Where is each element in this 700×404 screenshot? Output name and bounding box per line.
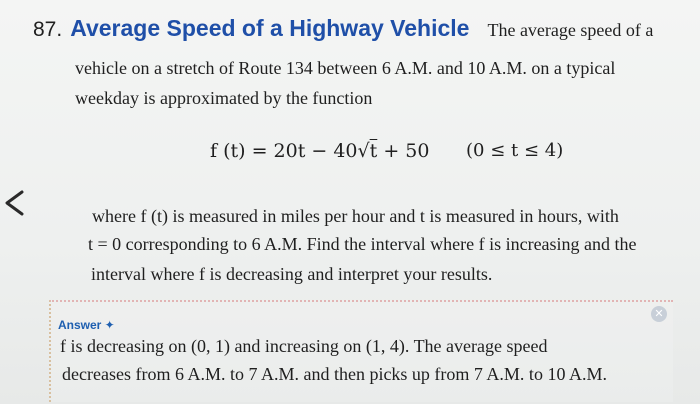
problem-intro-line-2: vehicle on a stretch of Route 134 between 6 A.M. and 10 A.M. on a typical <box>75 58 616 78</box>
answer-line-1: f is decreasing on (0, 1) and increasing on (1, 4). The average speed <box>60 336 548 356</box>
function-domain: (0 ≤ t ≤ 4) <box>466 140 564 161</box>
problem-number: 87. <box>33 18 63 41</box>
close-icon[interactable]: ✕ <box>651 306 667 322</box>
problem-title: Average Speed of a Highway Vehicle <box>70 15 470 41</box>
problem-body-line-3: interval where f is decreasing and interpret your results. <box>91 264 493 284</box>
answer-toggle[interactable]: Answer ✦ <box>58 318 115 332</box>
problem-header <box>33 15 693 42</box>
problem-body-line-2: t = 0 corresponding to 6 A.M. Find the interval where f is increasing and the <box>88 234 637 254</box>
back-arrow-icon[interactable] <box>2 188 28 218</box>
sqrt-symbol: √ <box>357 140 370 162</box>
problem-body-line-1: where f (t) is measured in miles per hour and t is measured in hours, with <box>92 206 619 226</box>
problem-intro-line-3: weekday is approximated by the function <box>75 88 373 108</box>
speed-function <box>210 140 429 162</box>
answer-line-2: decreases from 6 A.M. to 7 A.M. and then picks up from 7 A.M. to 10 A.M. <box>62 364 607 384</box>
problem-intro-line-1: The average speed of a <box>487 20 654 40</box>
formula-lhs: f (t) = 20t − 40 <box>210 140 358 162</box>
formula-radicand: t <box>369 140 378 162</box>
formula-rhs: + 50 <box>377 140 430 162</box>
